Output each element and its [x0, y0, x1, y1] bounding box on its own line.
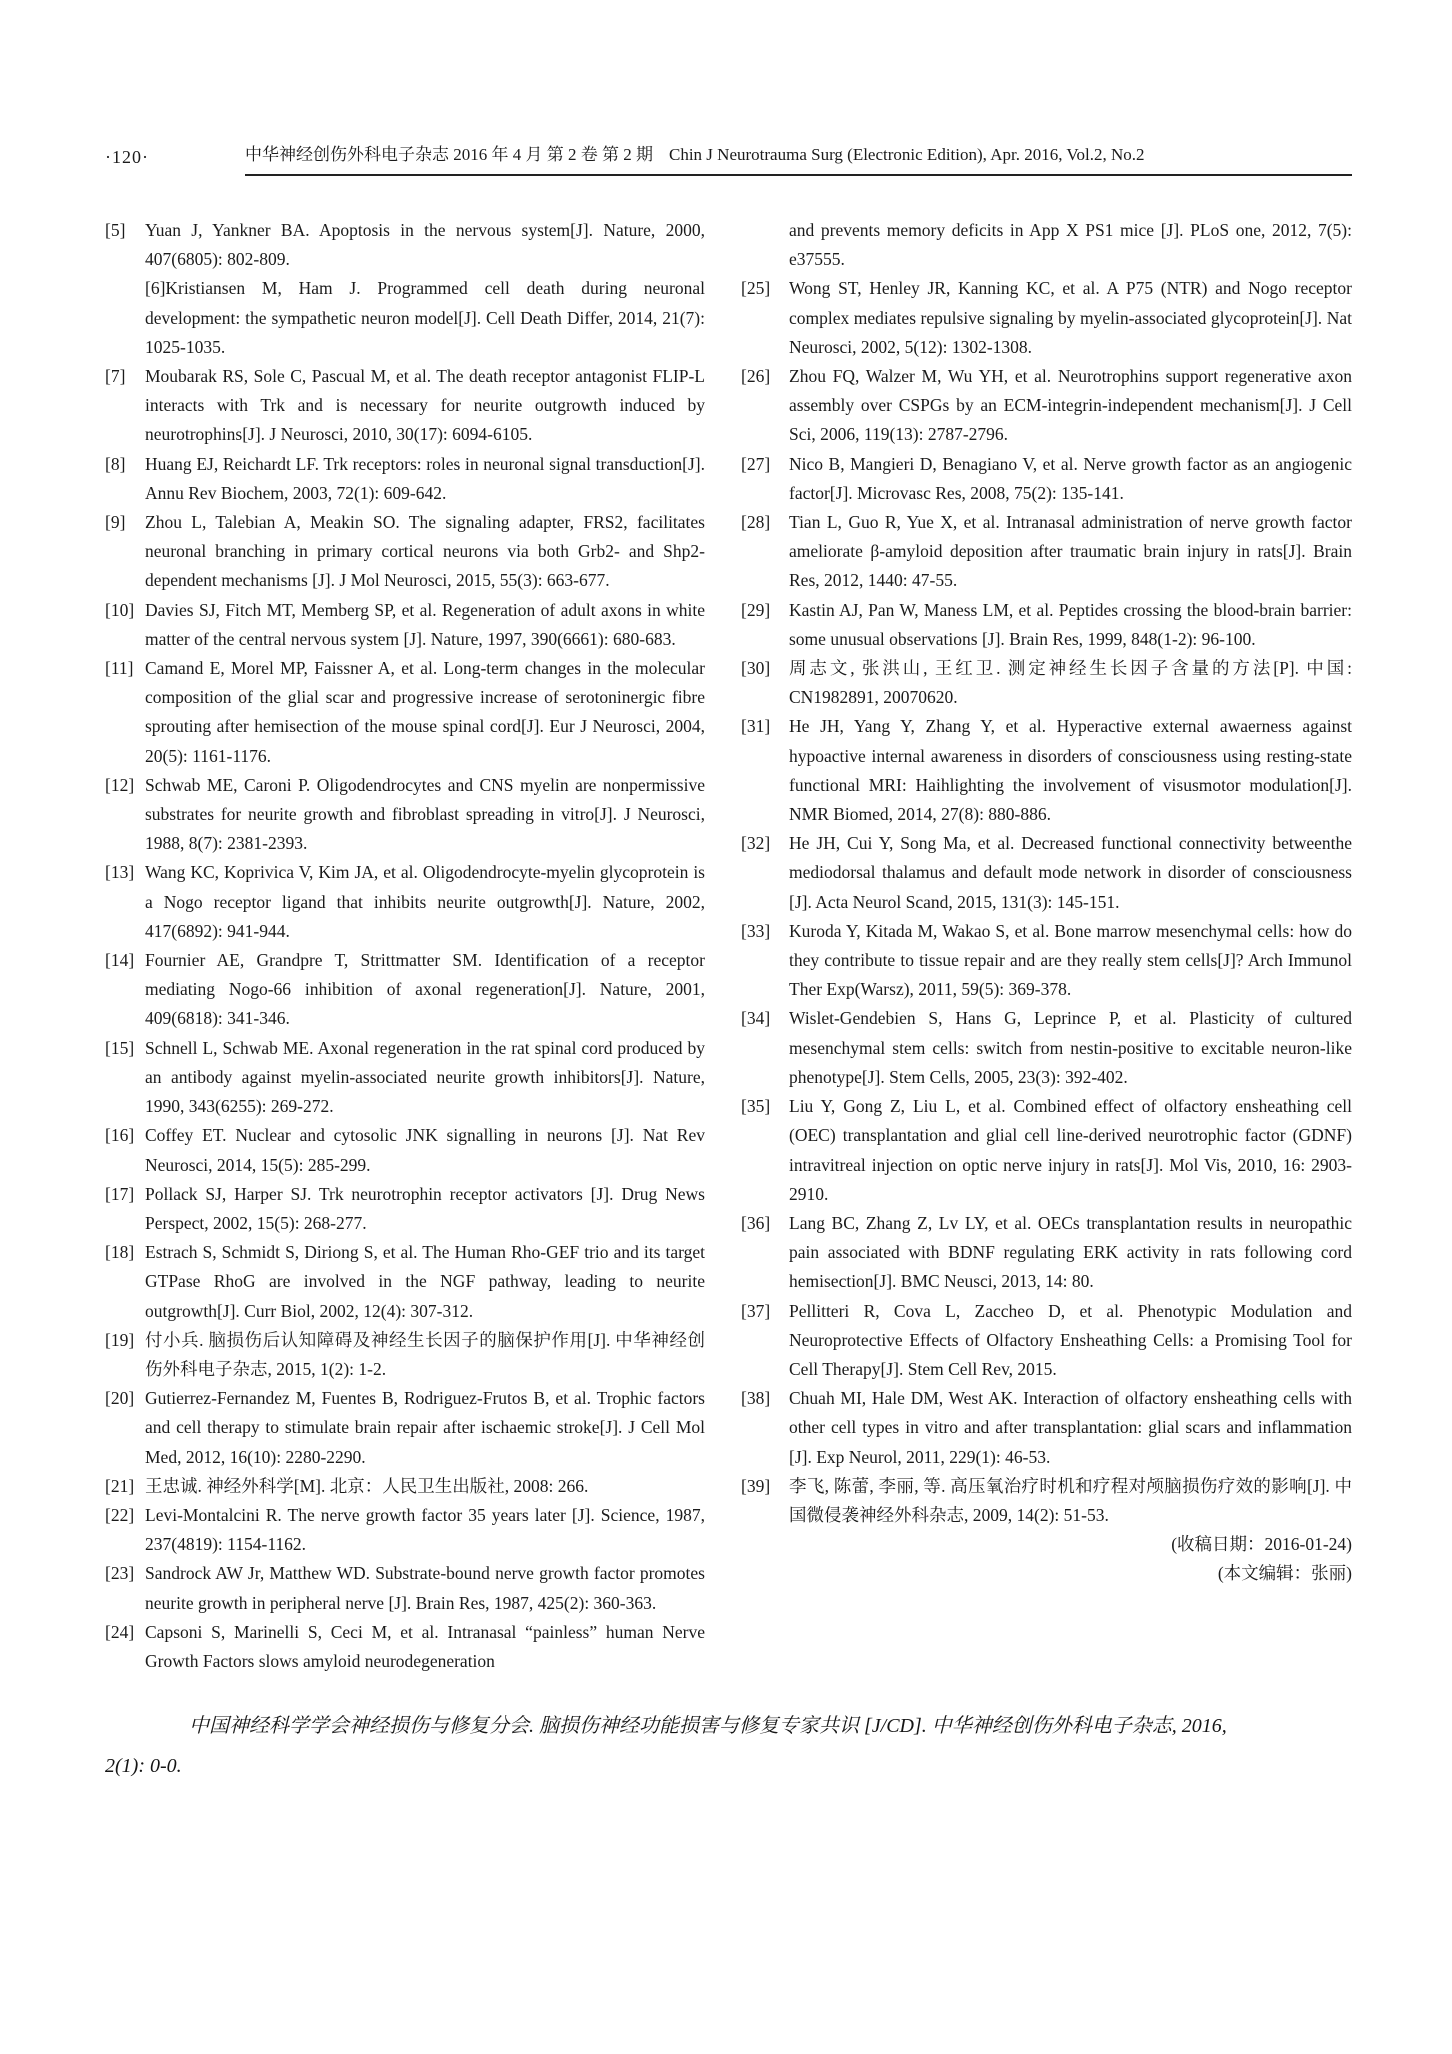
reference-number: [26]: [741, 366, 771, 387]
reference-text: Levi-Montalcini R. The nerve growth factor 35 years later [J]. Science, 1987, 237(4819): 1154-1162.: [145, 1504, 705, 1555]
reference-item: [741, 508, 1352, 596]
reference-item: [741, 1092, 1352, 1209]
reference-number: [7]: [105, 366, 126, 387]
reference-text: Huang EJ, Reichardt LF. Trk receptors: roles in neuronal signal transduction[J]. Annu Rev Biochem, 2003, 72(1): 609-642.: [145, 453, 705, 503]
reference-number: [14]: [105, 950, 135, 971]
reference-text: Gutierrez-Fernandez M, Fuentes B, Rodriguez-Frutos B, et al. Trophic factors and cell therapy to stimulate brain repair after ischaemic stroke[J]. J Cell Mol Med, 2012, 16(10): 2280-2290.: [145, 1388, 705, 1467]
reference-text: Tian L, Guo R, Yue X, et al. Intranasal administration of nerve growth factor ameliorate β-amyloid deposition after traumatic brain injury in rats[J]. Brain Res, 2012, 1440: 47-55.: [789, 512, 1352, 591]
reference-text: Zhou L, Talebian A, Meakin SO. The signaling adapter, FRS2, facilitates neuronal branching in primary cortical neurons via both Grb2- and Shp2-dependent mechanisms [J]. J Mol Neurosci, 2015, 55(3): 663-677.: [145, 512, 705, 591]
footer-citation-line2: 2(1): 0-0.: [105, 1755, 182, 1778]
reference-item: [105, 858, 705, 946]
reference-text: 王忠诚. 神经外科学[M]. 北京：人民卫生出版社, 2008: 266.: [145, 1475, 589, 1496]
journal-title-cn: 中华神经创伤外科电子杂志 2016 年 4 月 第 2 卷 第 2 期: [245, 145, 653, 164]
reference-text: 李飞, 陈蕾, 李丽, 等. 高压氧治疗时机和疗程对颅脑损伤疗效的影响[J]. 中国微侵袭神经外科杂志, 2009, 14(2): 51-53.: [789, 1475, 1352, 1525]
reference-number: [31]: [741, 716, 771, 737]
reference-text: Kuroda Y, Kitada M, Wakao S, et al. Bone marrow mesenchymal cells: how do they contribute to tissue repair and are they really stem cells[J]? Arch Immunol Ther Exp(Warsz), 2011, 59(5): 369-378.: [789, 920, 1352, 1000]
reference-item: [741, 1472, 1352, 1530]
footer-citation-line1: 中国神经科学学会神经损伤与修复分会. 脑损伤神经功能损害与修复专家共识 [J/CD]. 中华神经创伤外科电子杂志, 2016,: [189, 1715, 1227, 1738]
reference-item: [741, 654, 1352, 712]
reference-text: 周志文, 张洪山, 王红卫. 测定神经生长因子含量的方法[P]. 中国: CN1982891, 20070620.: [789, 658, 1352, 708]
reference-text: Yuan J, Yankner BA. Apoptosis in the nervous system[J]. Nature, 2000, 407(6805): 802-809. [6]Kristiansen M, Ham J. Programmed cell death during neuronal development: the sympathetic neuron model[J]. Cell Death Differ, 2014, 21(7): 1025-1035.: [145, 220, 705, 357]
reference-item: [741, 829, 1352, 917]
reference-number: [24]: [105, 1621, 135, 1642]
reference-item: [105, 1559, 705, 1617]
received-date: (收稿日期：2016-01-24): [1171, 1534, 1352, 1555]
reference-number: [12]: [105, 774, 135, 795]
reference-text: Zhou FQ, Walzer M, Wu YH, et al. Neurotrophins support regenerative axon assembly over CSPGs by an ECM-integrin-independent mechanism[J]. J Cell Sci, 2006, 119(13): 2787-2796.: [789, 366, 1352, 445]
reference-number: [29]: [741, 599, 771, 620]
reference-number: [32]: [741, 833, 771, 854]
reference-text: 付小兵. 脑损伤后认知障碍及神经生长因子的脑保护作用[J]. 中华神经创伤外科电子杂志, 2015, 1(2): 1-2.: [145, 1329, 705, 1379]
reference-text: Schwab ME, Caroni P. Oligodendrocytes and CNS myelin are nonpermissive substrates for neurite growth and fibroblast spreading in vitro[J]. J Neurosci, 1988, 8(7): 2381-2393.: [145, 774, 705, 854]
reference-item: [105, 654, 705, 771]
reference-item: [105, 1501, 705, 1559]
reference-number: [741, 216, 789, 274]
right-column: [741, 216, 1352, 1676]
reference-text: He JH, Yang Y, Zhang Y, et al. Hyperactive external awaerness against hypoactive internal awareness in disorders of consciousness using resting-state functional MRI: Haihlighting the involvement of visusmotor modulation[J]. NMR Biomed, 2014, 27(8): 880-886.: [789, 716, 1352, 825]
reference-number: [15]: [105, 1037, 135, 1058]
reference-text: Coffey ET. Nuclear and cytosolic JNK signalling in neurons [J]. Nat Rev Neurosci, 2014, 15(5): 285-299.: [145, 1125, 705, 1175]
reference-item: [105, 1384, 705, 1472]
reference-item: [105, 1180, 705, 1238]
reference-text: Camand E, Morel MP, Faissner A, et al. Long-term changes in the molecular composition of the glial scar and progressive increase of serotoninergic fibre sprouting after hemisection of the mouse spinal cord[J]. Eur J Neurosci, 2004, 20(5): 1161-1176.: [145, 658, 705, 766]
reference-number: [33]: [741, 920, 771, 941]
reference-number: [9]: [105, 512, 126, 533]
reference-text: Sandrock AW Jr, Matthew WD. Substrate-bound nerve growth factor promotes neurite growth in peripheral nerve [J]. Brain Res, 1987, 425(2): 360-363.: [145, 1563, 705, 1613]
reference-text: Liu Y, Gong Z, Liu L, et al. Combined effect of olfactory ensheathing cell (OEC) transplantation and glial cell line-derived neurotrophic factor (GDNF) intravitreal injection on optic nerve injury in rats[J]. Mol Vis, 2010, 16: 2903-2910.: [789, 1096, 1352, 1204]
reference-item: [105, 450, 705, 508]
reference-number: [23]: [105, 1563, 135, 1584]
reference-number: [11]: [105, 658, 134, 679]
reference-number: [21]: [105, 1475, 135, 1496]
reference-number: [30]: [741, 658, 771, 679]
reference-item: [105, 1121, 705, 1179]
reference-number: [18]: [105, 1242, 135, 1263]
reference-item: [105, 1238, 705, 1326]
reference-number: [34]: [741, 1008, 771, 1029]
reference-number: [20]: [105, 1388, 135, 1409]
reference-item: [105, 1326, 705, 1384]
reference-number: [38]: [741, 1388, 771, 1409]
reference-item: [105, 362, 705, 450]
reference-text: Estrach S, Schmidt S, Diriong S, et al. The Human Rho-GEF trio and its target GTPase RhoG are involved in the NGF pathway, leading to neurite outgrowth[J]. Curr Biol, 2002, 12(4): 307-312.: [145, 1242, 705, 1321]
reference-item: [105, 508, 705, 596]
reference-text: Wong ST, Henley JR, Kanning KC, et al. A P75 (NTR) and Nogo receptor complex mediates repulsive signaling by myelin-associated glycoprotein[J]. Nat Neurosci, 2002, 5(12): 1302-1308.: [789, 278, 1352, 357]
reference-text: Pellitteri R, Cova L, Zaccheo D, et al. Phenotypic Modulation and Neuroprotective Effects of Olfactory Ensheathing Cells: a Promising Tool for Cell Therapy[J]. Stem Cell Rev, 2015.: [789, 1300, 1352, 1379]
reference-item: [741, 216, 1352, 274]
reference-text: Chuah MI, Hale DM, West AK. Interaction of olfactory ensheathing cells with other cell types in vitro and after transplantation: glial scars and inflammation [J]. Exp Neurol, 2011, 229(1): 46-53.: [789, 1388, 1352, 1467]
reference-text: Moubarak RS, Sole C, Pascual M, et al. The death receptor antagonist FLIP-L interacts with Trk and is necessary for neurite outgrowth induced by neurotrophins[J]. J Neurosci, 2010, 30(17): 6094-6105.: [145, 366, 705, 445]
running-head: [245, 140, 1352, 176]
reference-number: [17]: [105, 1183, 135, 1204]
reference-item: [105, 216, 705, 362]
reference-item: [741, 274, 1352, 362]
reference-item: [105, 946, 705, 1034]
reference-text: and prevents memory deficits in App X PS1 mice [J]. PLoS one, 2012, 7(5): e37555.: [789, 220, 1352, 270]
reference-item: [741, 362, 1352, 450]
reference-number: [13]: [105, 862, 135, 883]
reference-text: Kastin AJ, Pan W, Maness LM, et al. Peptides crossing the blood-brain barrier: some unusual observations [J]. Brain Res, 1999, 848(1-2): 96-100.: [789, 599, 1352, 649]
reference-number: [37]: [741, 1300, 771, 1321]
reference-number: [28]: [741, 512, 771, 533]
reference-text: Lang BC, Zhang Z, Lv LY, et al. OECs transplantation results in neuropathic pain associated with BDNF regulating ERK activity in rats following cord hemisection[J]. BMC Neusci, 2013, 14: 80.: [789, 1212, 1352, 1292]
reference-text: Capsoni S, Marinelli S, Ceci M, et al. Intranasal “painless” human Nerve Growth Factors slows amyloid neurodegeneration: [145, 1621, 705, 1671]
reference-number: [19]: [105, 1329, 135, 1350]
ref-column-left: [105, 216, 705, 1676]
journal-title-en: Chin J Neurotrauma Surg (Electronic Edition), Apr. 2016, Vol.2, No.2: [669, 145, 1145, 164]
reference-item: [741, 450, 1352, 508]
reference-item: [105, 771, 705, 859]
editor-note: (本文编辑：张丽): [1217, 1563, 1352, 1584]
reference-number: [16]: [105, 1125, 135, 1146]
reference-item: [741, 1004, 1352, 1092]
ref-column-right: [741, 216, 1352, 1530]
reference-number: [8]: [105, 453, 126, 474]
reference-number: [25]: [741, 278, 771, 299]
reference-item: [741, 1384, 1352, 1472]
reference-number: [22]: [105, 1504, 135, 1525]
reference-item: [741, 596, 1352, 654]
reference-number: [39]: [741, 1475, 771, 1496]
reference-text: Fournier AE, Grandpre T, Strittmatter SM. Identification of a receptor mediating Nogo-66 inhibition of axonal regeneration[J]. Nature, 2001, 409(6818): 341-346.: [145, 950, 705, 1029]
reference-number: [27]: [741, 453, 771, 474]
reference-item: [741, 1209, 1352, 1297]
footer-citation: [105, 1706, 1352, 1786]
reference-text: He JH, Cui Y, Song Ma, et al. Decreased functional connectivity betweenthe mediodorsal thalamus and default mode network in disorder of consciousness [J]. Acta Neurol Scand, 2015, 131(3): 145-151.: [789, 833, 1352, 912]
reference-item: [741, 712, 1352, 829]
reference-text: Nico B, Mangieri D, Benagiano V, et al. Nerve growth factor as an angiogenic factor[J]. Microvasc Res, 2008, 75(2): 135-141.: [789, 453, 1352, 503]
reference-number: [36]: [741, 1212, 771, 1233]
reference-text: Pollack SJ, Harper SJ. Trk neurotrophin receptor activators [J]. Drug News Perspect, 2002, 15(5): 268-277.: [145, 1183, 705, 1233]
reference-number: [5]: [105, 220, 126, 240]
reference-text: Davies SJ, Fitch MT, Memberg SP, et al. Regeneration of adult axons in white matter of the central nervous system [J]. Nature, 1997, 390(6661): 680-683.: [145, 599, 705, 649]
page-header: [105, 140, 1352, 176]
reference-item: [105, 596, 705, 654]
reference-item: [105, 1618, 705, 1676]
reference-item: [741, 1297, 1352, 1385]
references-section: [105, 216, 1352, 1676]
reference-number: [35]: [741, 1096, 771, 1117]
reference-item: [741, 917, 1352, 1005]
reference-text: Schnell L, Schwab ME. Axonal regeneration in the rat spinal cord produced by an antibody against myelin-associated neurite growth inhibitors[J]. Nature, 1990, 343(6255): 269-272.: [145, 1037, 705, 1117]
reference-item: [105, 1034, 705, 1122]
reference-item: [105, 1472, 705, 1501]
page-number: ·120·: [105, 147, 149, 167]
reference-number: [10]: [105, 599, 135, 620]
reference-text: Wislet-Gendebien S, Hans G, Leprince P, et al. Plasticity of cultured mesenchymal stem cells: switch from nestin-positive to excitable neuron-like phenotype[J]. Stem Cells, 2005, 23(3): 392-402.: [789, 1008, 1352, 1087]
reference-text: Wang KC, Koprivica V, Kim JA, et al. Oligodendrocyte-myelin glycoprotein is a Nogo receptor ligand that inhibits neurite outgrowth[J]. Nature, 2002, 417(6892): 941-944.: [145, 862, 705, 941]
